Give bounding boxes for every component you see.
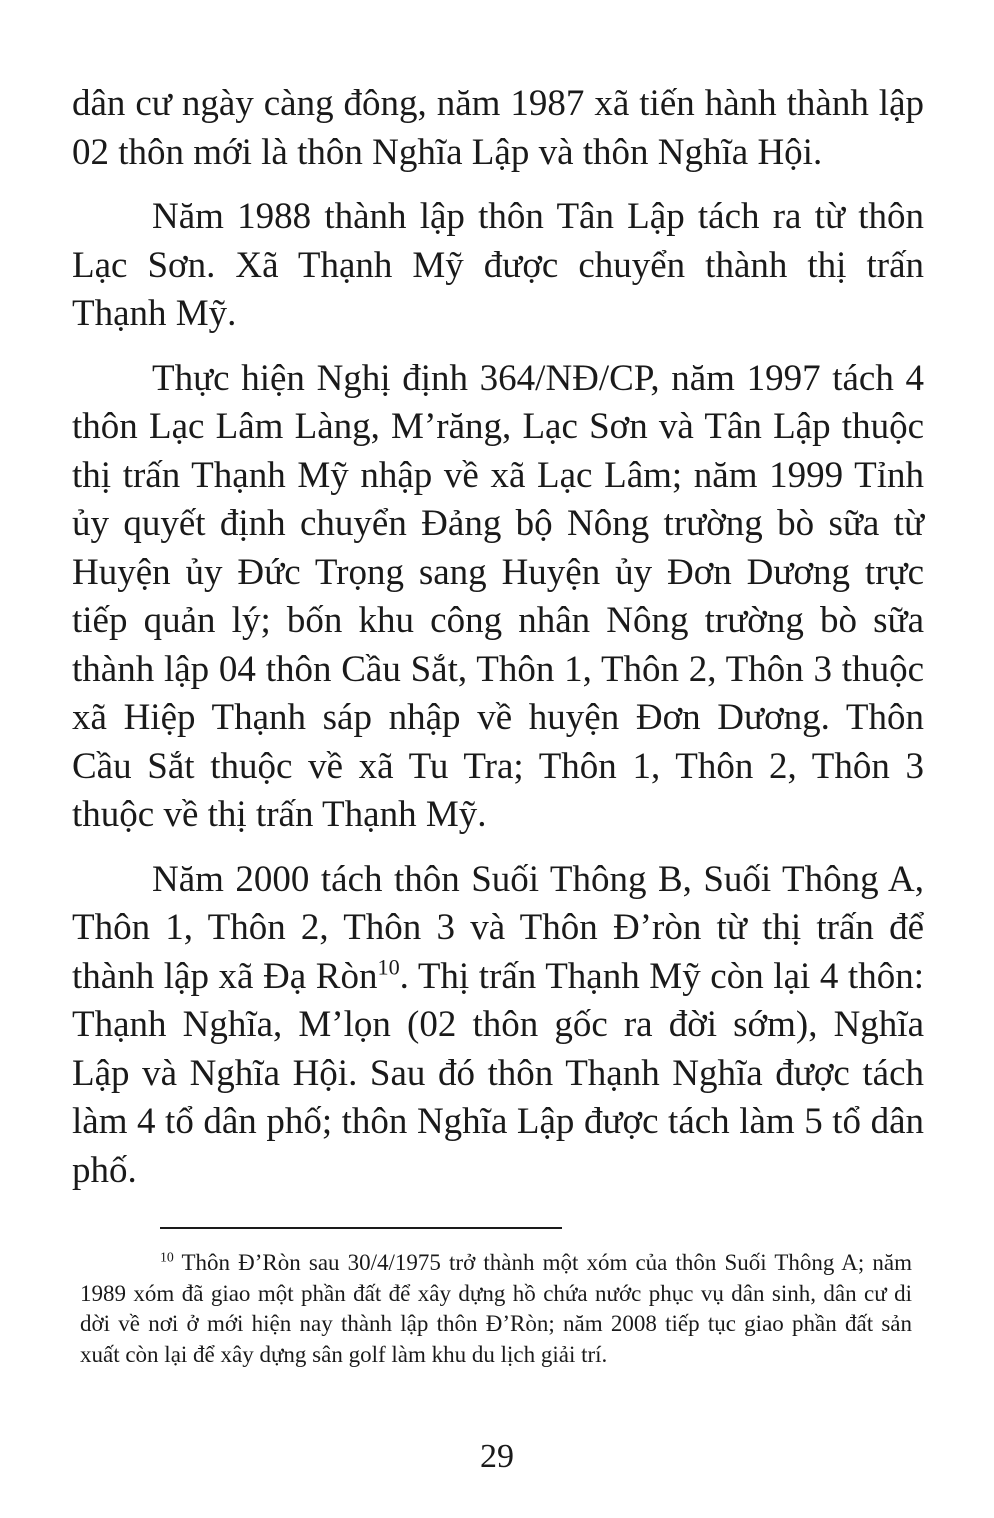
paragraph-2000-text-after: . Thị trấn Thạnh Mỹ còn lại 4 thôn: Thạnh Nghĩa, M’lọn (02 thôn gốc ra đời sớm), Nghĩa Lập và Nghĩa Hội. Sau đó thôn Thạnh Nghĩa được tách làm 4 tổ dân phố; thôn Nghĩa Lập được tách làm 5 tổ dân phố. [72,955,924,1191]
page-number: 29 [480,1438,514,1475]
footnote-text: Thôn Đ’Ròn sau 30/4/1975 trở thành một xóm của thôn Suối Thông A; năm 1989 xóm đã giao một phần đất để xây dựng hồ chứa nước phục vụ dân sinh, dân cư di dời về nơi ở mới hiện nay thành lập thôn Đ’Ròn; năm 2008 tiếp tục giao phần đất sản xuất còn lại để xây dựng sân golf làm khu du lịch giải trí. [80,1250,912,1367]
paragraph-2000 [72,856,924,1196]
footnote-marker: 10 [160,1249,174,1265]
page-body [72,80,924,1211]
paragraph-2000-text-before: Năm 2000 tách thôn Suối Thông B, Suối Thông A, Thôn 1, Thôn 2, Thôn 3 và Thôn Đ’ròn từ thị trấn để thành lập xã Đạ Ròn [72,858,924,997]
paragraph-continuation: dân cư ngày càng đông, năm 1987 xã tiến hành thành lập 02 thôn mới là thôn Nghĩa Lập và thôn Nghĩa Hội. [72,83,924,173]
footnote [80,1248,912,1370]
footnote-reference: 10 [377,954,400,980]
paragraph-1988: Năm 1988 thành lập thôn Tân Lập tách ra từ thôn Lạc Sơn. Xã Thạnh Mỹ được chuyển thành thị trấn Thạnh Mỹ. [72,196,924,334]
footnote-divider [160,1227,562,1229]
paragraph-decree-364: Thực hiện Nghị định 364/NĐ/CP, năm 1997 tách 4 thôn Lạc Lâm Làng, M’răng, Lạc Sơn và Tân Lập thuộc thị trấn Thạnh Mỹ nhập về xã Lạc Lâm; năm 1999 Tỉnh ủy quyết định chuyển Đảng bộ Nông trường bò sữa từ Huyện ủy Đức Trọng sang Huyện ủy Đơn Dương trực tiếp quản lý; bốn khu công nhân Nông trường bò sữa thành lập 04 thôn Cầu Sắt, Thôn 1, Thôn 2, Thôn 3 thuộc xã Hiệp Thạnh sáp nhập về huyện Đơn Dương. Thôn Cầu Sắt thuộc về xã Tu Tra; Thôn 1, Thôn 2, Thôn 3 thuộc về thị trấn Thạnh Mỹ. [72,357,924,835]
